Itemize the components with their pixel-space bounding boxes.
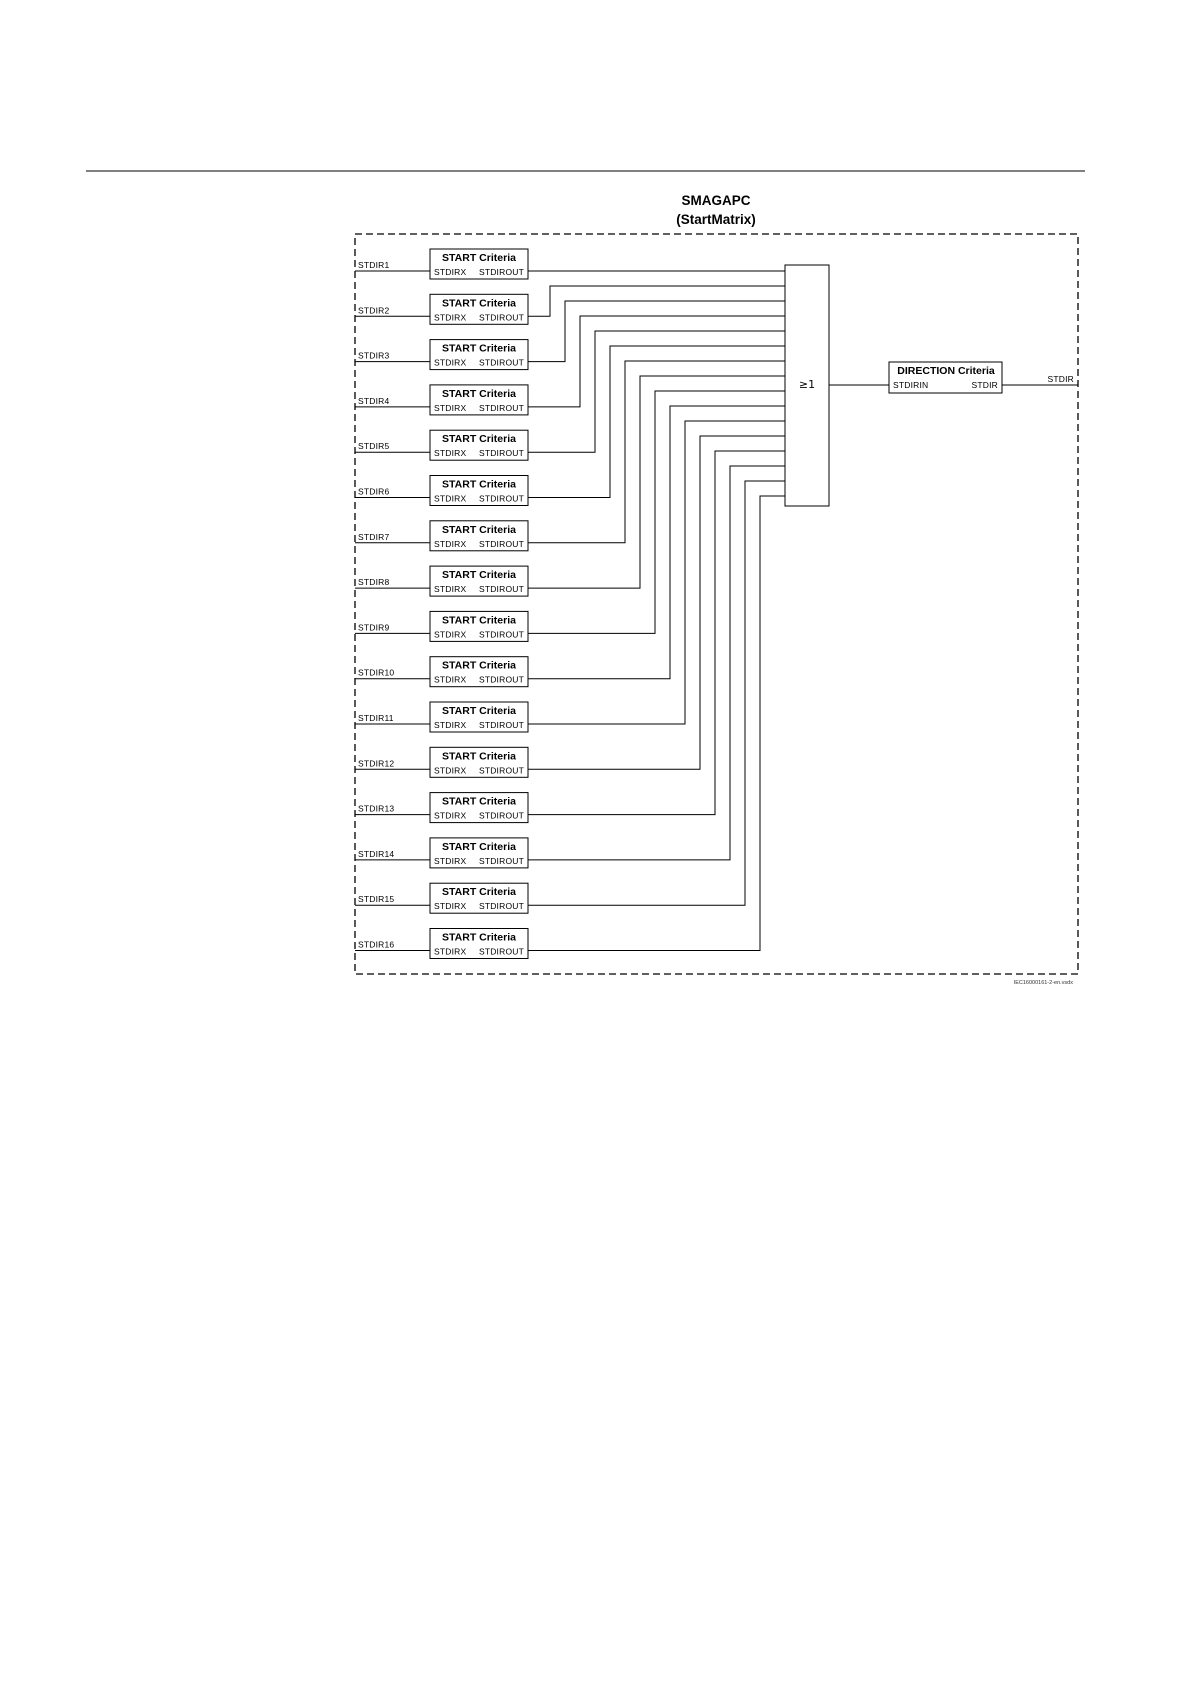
start-port-in: STDIRX xyxy=(434,402,467,413)
start-criteria-unit xyxy=(355,657,528,687)
input-label: STDIR2 xyxy=(358,305,390,316)
start-port-in: STDIRX xyxy=(434,765,467,776)
bus-wire xyxy=(528,346,785,498)
start-criteria-unit xyxy=(355,249,528,279)
start-criteria-title: START Criteria xyxy=(442,387,516,400)
start-criteria-title: START Criteria xyxy=(442,252,516,264)
start-criteria-unit xyxy=(355,883,528,913)
or-gate-symbol: ≥1 xyxy=(798,378,816,391)
start-port-out: STDIROUT xyxy=(478,720,524,730)
figure-reference: IEC16000161-2-en.vsdx xyxy=(1013,980,1073,986)
bus-wire xyxy=(528,331,785,452)
start-port-in: STDIRX xyxy=(434,448,467,459)
direction-port-in: STDIRIN xyxy=(893,380,929,390)
input-label: STDIR11 xyxy=(358,713,394,723)
bus-wire xyxy=(528,376,785,588)
start-port-out: STDIROUT xyxy=(478,357,524,368)
start-criteria-title: START Criteria xyxy=(442,342,516,355)
start-criteria-unit xyxy=(355,611,528,641)
input-label: STDIR14 xyxy=(358,848,395,859)
start-port-out: STDIROUT xyxy=(478,584,524,595)
diagram-title: SMAGAPC xyxy=(681,193,751,208)
start-port-out: STDIROUT xyxy=(478,493,524,504)
start-criteria-unit xyxy=(355,430,528,460)
start-port-in: STDIRX xyxy=(434,493,467,504)
start-blocks-group xyxy=(355,249,528,959)
start-criteria-title: START Criteria xyxy=(442,478,516,491)
start-port-in: STDIRX xyxy=(434,538,467,549)
start-criteria-unit xyxy=(355,340,528,370)
start-criteria-unit xyxy=(355,838,528,868)
output-label: STDIR xyxy=(1047,374,1074,384)
start-criteria-title: START Criteria xyxy=(442,523,516,536)
start-port-out: STDIROUT xyxy=(478,855,524,866)
input-label: STDIR9 xyxy=(358,622,390,633)
start-criteria-title: START Criteria xyxy=(442,705,516,717)
input-label: STDIR10 xyxy=(358,667,395,678)
start-port-out: STDIROUT xyxy=(478,402,524,413)
start-criteria-unit xyxy=(355,702,528,732)
bus-wires-group xyxy=(528,271,785,951)
bus-wire xyxy=(528,436,785,769)
input-label: STDIR15 xyxy=(358,894,395,905)
start-port-out: STDIROUT xyxy=(478,901,524,912)
bus-wire xyxy=(528,481,785,905)
start-port-out: STDIROUT xyxy=(478,629,524,640)
start-port-out: STDIROUT xyxy=(478,765,524,776)
start-port-in: STDIRX xyxy=(434,810,467,821)
start-port-out: STDIROUT xyxy=(478,810,524,821)
start-criteria-title: START Criteria xyxy=(442,840,516,853)
input-label: STDIR3 xyxy=(358,350,390,361)
start-criteria-title: START Criteria xyxy=(442,886,516,899)
start-port-in: STDIRX xyxy=(434,267,467,277)
start-criteria-unit xyxy=(355,294,528,324)
start-criteria-unit xyxy=(355,476,528,506)
start-criteria-title: START Criteria xyxy=(442,659,516,672)
start-port-in: STDIRX xyxy=(434,901,467,912)
input-label: STDIR13 xyxy=(358,803,395,814)
input-label: STDIR8 xyxy=(358,577,390,588)
start-port-in: STDIRX xyxy=(434,584,467,595)
start-criteria-title: START Criteria xyxy=(442,750,516,763)
start-criteria-title: START Criteria xyxy=(442,795,516,808)
bus-wire xyxy=(528,466,785,860)
start-criteria-title: START Criteria xyxy=(442,433,516,446)
start-criteria-title: START Criteria xyxy=(442,614,516,627)
start-port-in: STDIRX xyxy=(434,720,467,730)
start-port-in: STDIRX xyxy=(434,629,467,640)
start-criteria-unit xyxy=(355,929,528,959)
start-port-in: STDIRX xyxy=(434,312,467,323)
diagram-subtitle: (StartMatrix) xyxy=(676,212,756,227)
input-label: STDIR5 xyxy=(358,441,390,452)
start-criteria-unit xyxy=(355,566,528,596)
start-criteria-title: START Criteria xyxy=(442,931,516,944)
start-criteria-unit xyxy=(355,747,528,777)
input-label: STDIR4 xyxy=(358,395,390,406)
bus-wire xyxy=(528,451,785,815)
start-port-in: STDIRX xyxy=(434,946,467,957)
start-criteria-title: START Criteria xyxy=(442,297,516,310)
start-port-out: STDIROUT xyxy=(478,312,524,323)
start-criteria-unit xyxy=(355,793,528,823)
bus-wire xyxy=(528,496,785,951)
start-port-out: STDIROUT xyxy=(478,267,524,277)
start-port-out: STDIROUT xyxy=(478,946,524,957)
bus-wire xyxy=(528,391,785,633)
input-label: STDIR6 xyxy=(358,486,390,497)
start-port-out: STDIROUT xyxy=(478,448,524,459)
start-criteria-unit xyxy=(355,385,528,415)
input-label: STDIR7 xyxy=(358,531,390,542)
input-label: STDIR12 xyxy=(358,758,395,769)
direction-port-out: STDIR xyxy=(971,380,998,390)
direction-criteria-title: DIRECTION Criteria xyxy=(897,365,995,377)
start-port-in: STDIRX xyxy=(434,357,467,368)
start-port-in: STDIRX xyxy=(434,674,467,685)
start-criteria-unit xyxy=(355,521,528,551)
input-label: STDIR1 xyxy=(358,260,390,270)
input-label: STDIR16 xyxy=(358,939,395,950)
start-port-out: STDIROUT xyxy=(478,674,524,685)
start-criteria-title: START Criteria xyxy=(442,569,516,582)
start-port-in: STDIRX xyxy=(434,855,467,866)
start-port-out: STDIROUT xyxy=(478,538,524,549)
